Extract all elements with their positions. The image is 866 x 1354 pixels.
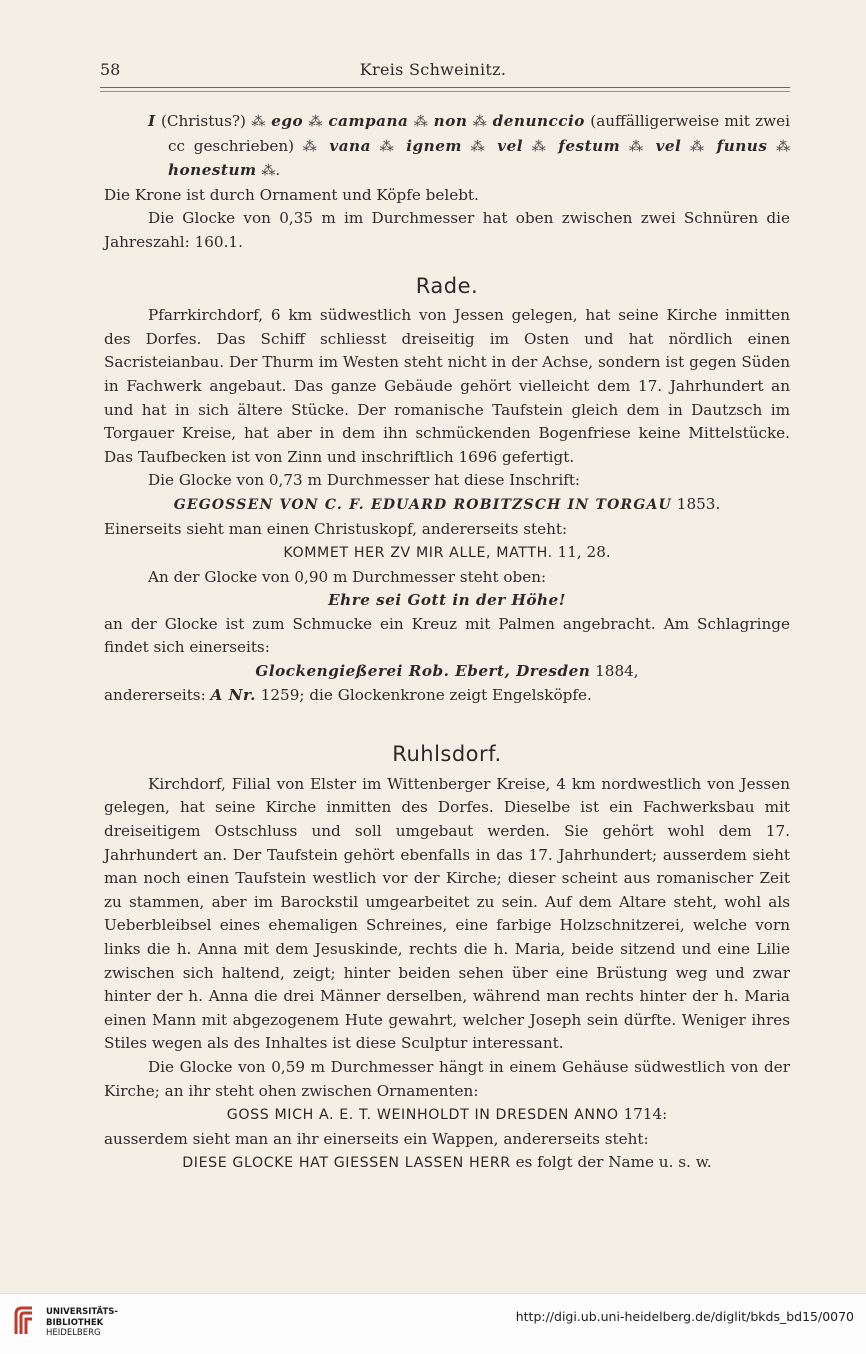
bell-ornament: ⁂ bbox=[470, 138, 489, 155]
rade-paragraph-4: An der Glocke von 0,90 m Durchmesser steht oben: bbox=[148, 567, 547, 586]
page-number: 58 bbox=[100, 60, 121, 79]
ruhlsdorf-paragraph-2: Die Glocke von 0,59 m Durchmesser hängt in einem Gehäuse südwestlich von der Kirche; an ihr steht ohen zwischen Ornamenten: bbox=[104, 1057, 790, 1100]
section-heading-rade: Rade. bbox=[415, 273, 479, 298]
bell-ornament: ⁂ bbox=[308, 114, 324, 130]
library-logo-icon bbox=[12, 1304, 36, 1338]
rade-paragraph-6: andererseits: A Nr. 1259; die Glockenkrone zeigt Engelsköpfe. bbox=[104, 685, 592, 704]
inscription-paragraph: I (Christus?) ⁂ ego ⁂ campana ⁂ non ⁂ denunccio (auffälligerweise mit zwei cc geschrieben) ⁂ vana ⁂ ignem ⁂ vel ⁂ festum ⁂ vel ⁂ funus ⁂ honestum ⁂. bbox=[148, 112, 791, 180]
bell-ornament: ⁂ bbox=[776, 138, 791, 155]
rade-paragraph-2: Die Glocke von 0,73 m Durchmesser hat diese Inschrift: bbox=[148, 471, 581, 490]
ruhlsdorf-inscription-2: DIESE GLOCKE HAT GIESSEN LASSEN HERR es folgt der Name u. s. w. bbox=[182, 1153, 712, 1172]
rade-inscription-3: Ehre sei Gott in der Höhe! bbox=[328, 591, 566, 610]
paragraph-krone: Die Krone ist durch Ornament und Köpfe belebt. bbox=[104, 185, 479, 204]
source-url-link[interactable]: http://digi.ub.uni-heidelberg.de/diglit/bkds_bd15/0070 bbox=[515, 1309, 854, 1324]
section-heading-ruhlsdorf: Ruhlsdorf. bbox=[392, 742, 502, 767]
bell-ornament: ⁂ bbox=[251, 114, 266, 130]
ruhlsdorf-paragraph-3: ausserdem sieht man an ihr einerseits ein Wappen, andererseits steht: bbox=[104, 1129, 649, 1148]
header-rule-thin bbox=[100, 91, 790, 92]
rade-inscription-4: Glockengießerei Rob. Ebert, Dresden 1884, bbox=[255, 662, 639, 681]
bell-ornament: ⁂ bbox=[690, 138, 708, 155]
bell-ornament: ⁂ bbox=[379, 138, 398, 155]
rade-paragraph-3: Einerseits sieht man einen Christuskopf, andererseits steht: bbox=[104, 519, 568, 538]
page-header bbox=[0, 60, 866, 84]
inscription-lead: I bbox=[148, 112, 156, 130]
rade-paragraph-1: Pfarrkirchdorf, 6 km südwestlich von Jessen gelegen, hat seine Kirche inmitten des Dorfes. Das Schiff schliesst dreiseitig im Osten und hat nördlich einen Sacristeianbau. Der Thurm im Westen steht nicht in der Achse, sondern ist gegen Süden in Fachwerk angebaut. Das ganze Gebäude gehört vielleicht dem 17. Jahrhundert an und hat in sich ältere Stücke. Der romanische Taufstein gleich dem in Dautzsch im Torgauer Kreise, hat aber in dem ihn schmückenden Bogenfriese keine Mittelstücke. Das Taufbecken ist von Zinn und inschriftlich 1696 gefertigt. bbox=[104, 306, 790, 466]
ruhlsdorf-inscription-1: GOSS MICH A. E. T. WEINHOLDT IN DRESDEN ANNO 1714: bbox=[226, 1105, 668, 1124]
bell-ornament: ⁂ bbox=[472, 114, 488, 130]
rade-inscription-1: GEGOSSEN VON C. F. EDUARD ROBITZSCH IN TORGAU 1853. bbox=[173, 494, 721, 513]
header-rule bbox=[100, 87, 790, 88]
bell-ornament: ⁂ bbox=[628, 138, 647, 155]
bell-ornament: ⁂ bbox=[302, 138, 321, 155]
running-title: Kreis Schweinitz. bbox=[359, 60, 507, 79]
rade-inscription-2: KOMMET HER ZV MIR ALLE, MATTH. 11, 28. bbox=[283, 543, 611, 562]
bell-ornament: ⁂ bbox=[261, 163, 276, 180]
rade-paragraph-5: an der Glocke ist zum Schmucke ein Kreuz mit Palmen angebracht. Am Schlagringe findet sich einerseits: bbox=[104, 614, 790, 657]
bell-ornament: ⁂ bbox=[531, 138, 550, 155]
viewer-footer bbox=[0, 1293, 866, 1354]
bell-ornament: ⁂ bbox=[413, 114, 429, 130]
ruhlsdorf-paragraph-1: Kirchdorf, Filial von Elster im Wittenberger Kreise, 4 km nordwestlich von Jessen gelegen, hat seine Kirche inmitten des Dorfes. Dieselbe ist ein Fachwerksbau mit dreiseitigem Ostschluss und soll umgebaut werden. Sie gehört wohl dem 17. Jahrhundert an. Der Taufstein gehört ebenfalls in das 17. Jahrhundert; ausserdem sieht man noch einen Taufstein westlich vor der Kirche; dieser scheint aus romanischer Zeit zu stammen, aber im Barockstil umgearbeitet zu sein. Auf dem Altare steht, wohl als Ueberbleibsel eines ehemaligen Schreines, eine farbige Holzschnitzerei, welche vorn links die h. Anna mit dem Jesuskinde, rechts die h. Maria, beide sitzend und eine Lilie zwischen sich haltend, zeigt; hinter beiden sehen über eine Brüstung weg und zwar hinter der h. Anna die drei Männer derselben, während man rechts hinter der h. Maria einen Mann mit abgezogenem Hute gewahrt, welcher Joseph sein dürfte. Weniger ihres Stiles wegen als des Inhaltes ist diese Sculptur interessant. bbox=[104, 774, 790, 1053]
paragraph-glocke: Die Glocke von 0,35 m im Durchmesser hat oben zwischen zwei Schnüren die Jahreszahl: 160.1. bbox=[104, 209, 790, 251]
page-body bbox=[104, 110, 790, 1176]
library-name: UNIVERSITÄTS- BIBLIOTHEK HEIDELBERG bbox=[46, 1307, 118, 1338]
